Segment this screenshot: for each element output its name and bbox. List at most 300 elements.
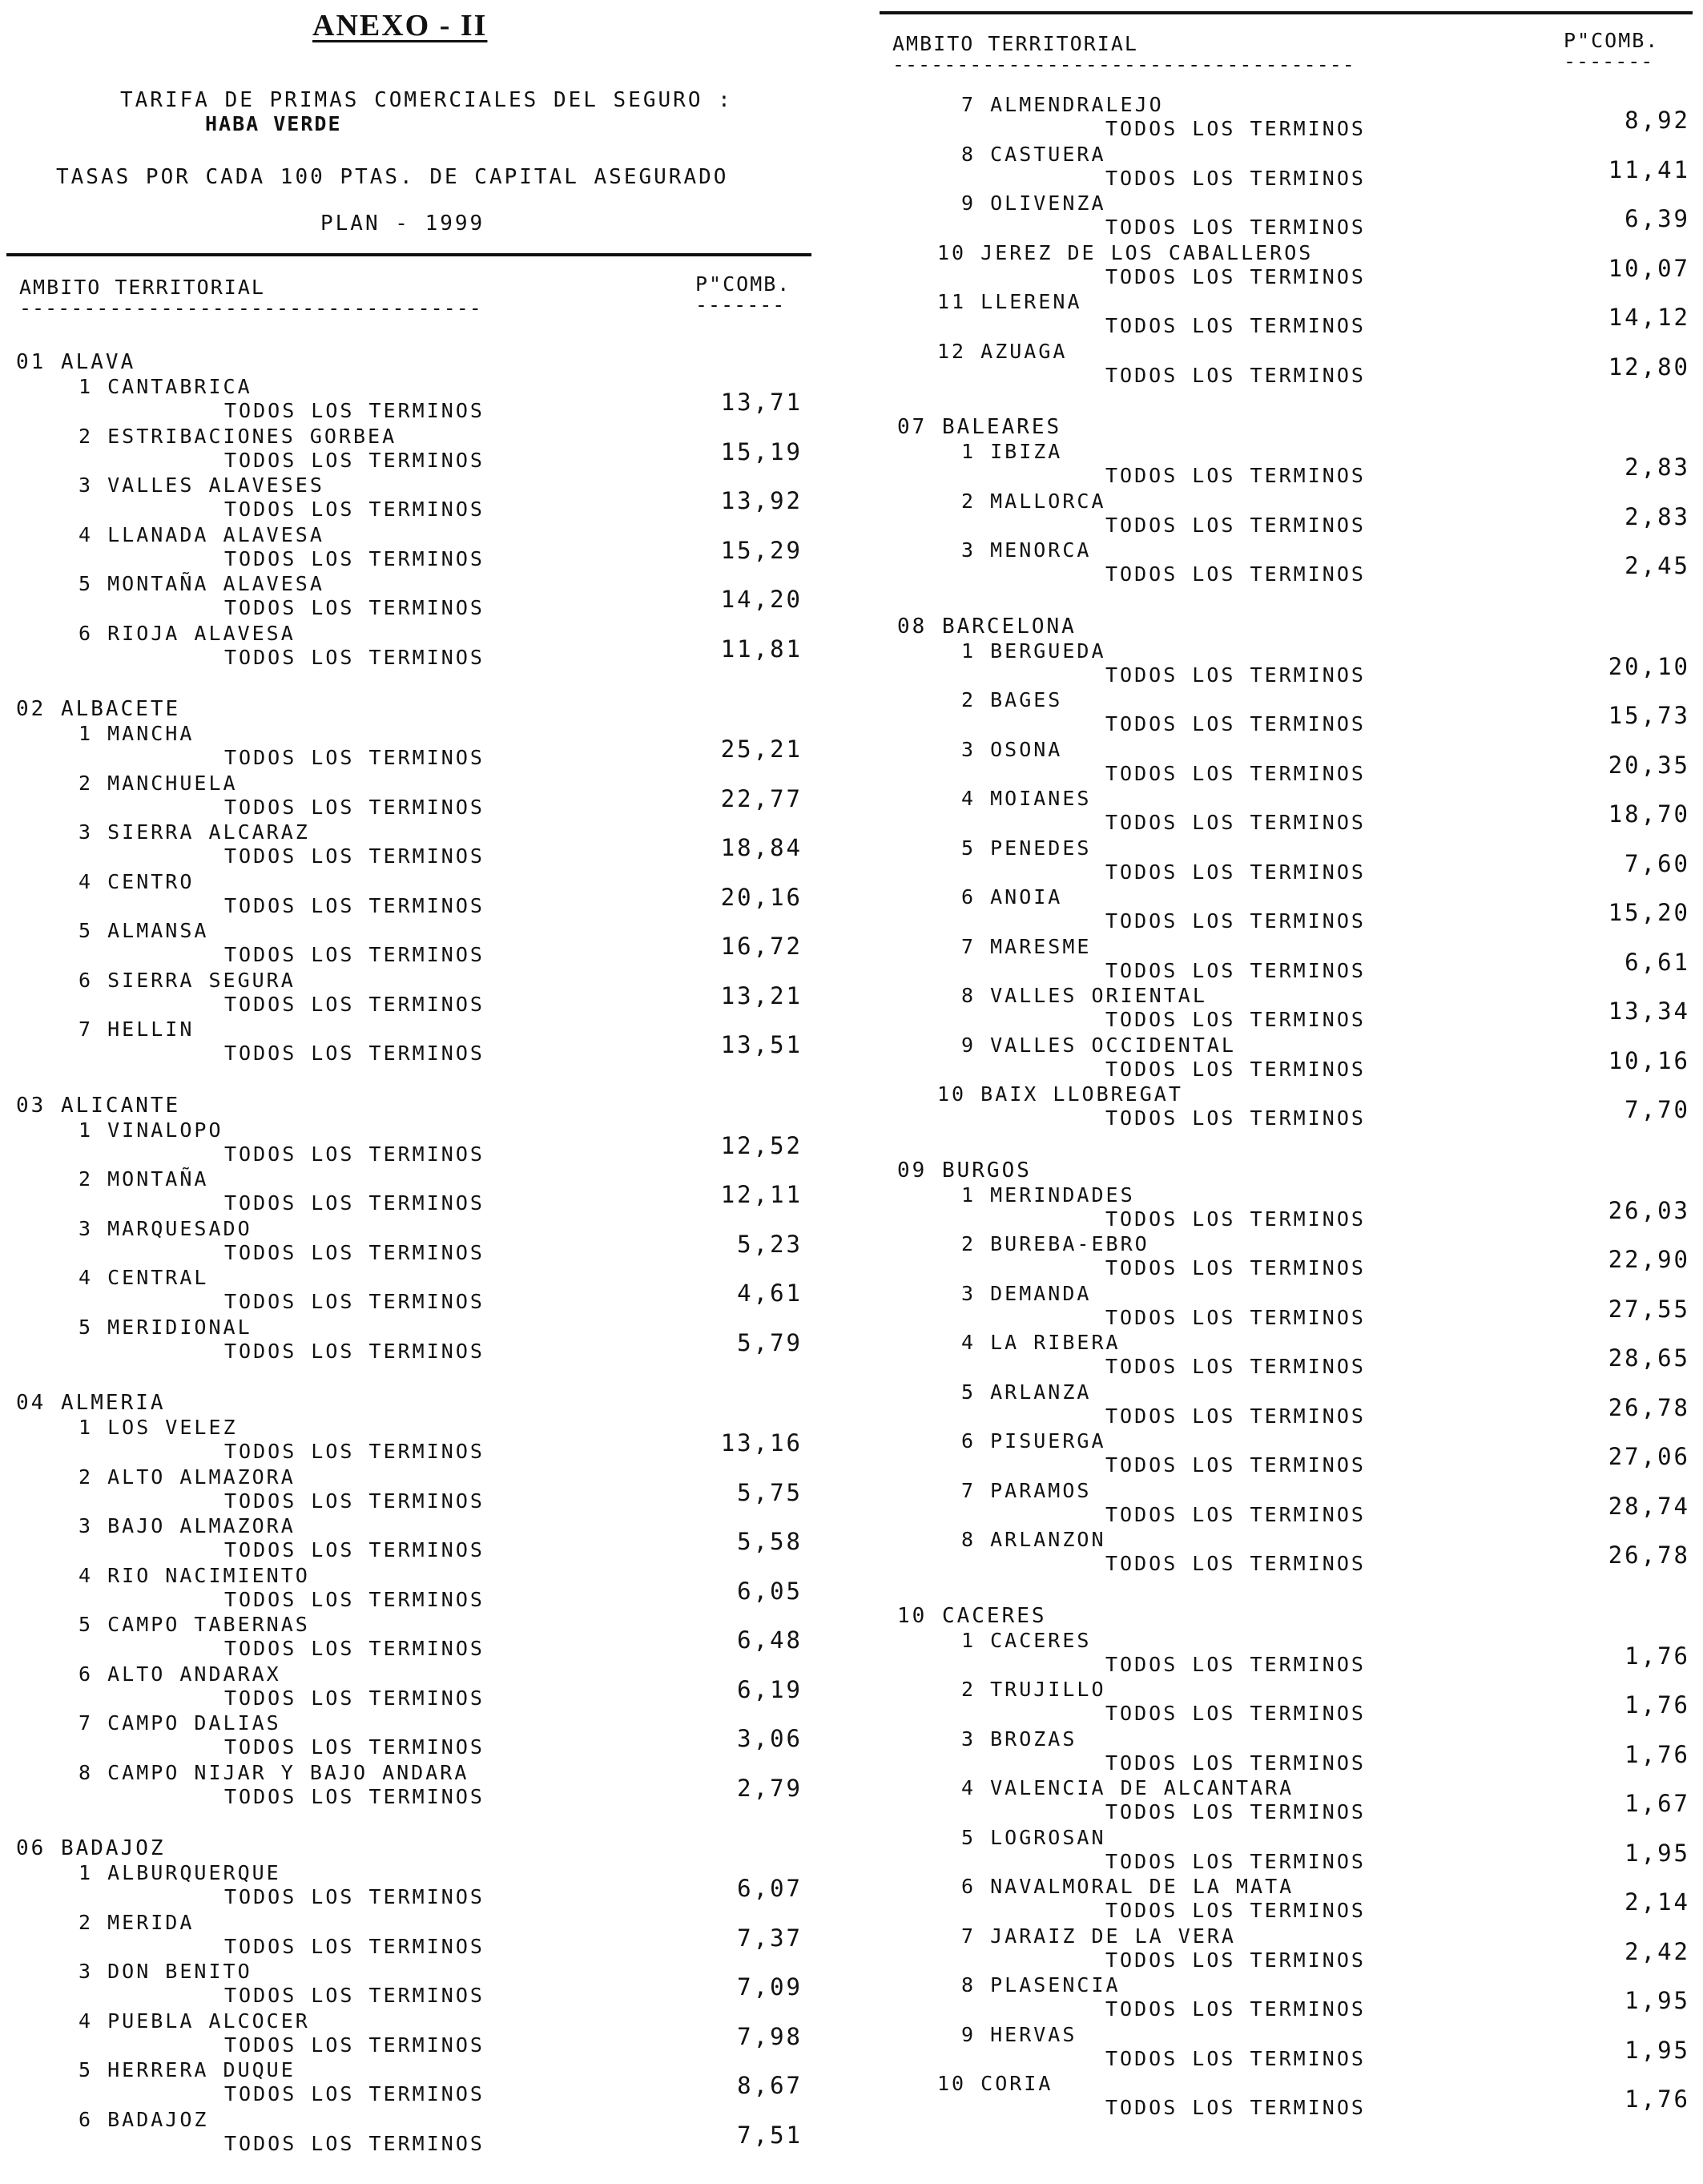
terms-label: TODOS LOS TERMINOS: [224, 1489, 485, 1513]
premium-rate: 16,72: [720, 933, 803, 960]
table-row: [873, 688, 1703, 738]
region-name: 4 CENTRAL: [79, 1266, 209, 1289]
premium-rate: 13,34: [1608, 997, 1690, 1025]
terms-label: TODOS LOS TERMINOS: [1105, 1800, 1366, 1823]
plan-year: PLAN - 1999: [320, 212, 485, 236]
terms-label: TODOS LOS TERMINOS: [1105, 811, 1366, 834]
terms-label: TODOS LOS TERMINOS: [1105, 1305, 1366, 1329]
premium-rate: 2,14: [1624, 1888, 1690, 1916]
table-row: [0, 1711, 817, 1761]
premium-rate: 6,39: [1624, 205, 1690, 232]
region-name: 5 MONTAÑA ALAVESA: [79, 572, 324, 595]
region-name: 6 PISUERGA: [961, 1429, 1106, 1453]
region-name: 1 ALBURQUERQUE: [79, 1861, 281, 1884]
terms-label: TODOS LOS TERMINOS: [224, 893, 485, 917]
premium-rate: 7,09: [737, 1973, 803, 2001]
table-row: [873, 1232, 1703, 1282]
terms-label: TODOS LOS TERMINOS: [1105, 1751, 1366, 1775]
premium-rate: 26,78: [1608, 1541, 1690, 1569]
province-name: 08 BARCELONA: [897, 614, 1077, 639]
premium-rate: 7,60: [1624, 849, 1690, 877]
province-block: [873, 614, 1703, 1132]
table-row: [0, 572, 817, 622]
premium-rate: 6,07: [737, 1875, 803, 1902]
province-name: 10 CACERES: [897, 1603, 1047, 1628]
premium-rate: 10,16: [1608, 1046, 1690, 1074]
table-row: [873, 1479, 1703, 1529]
province-name: 09 BURGOS: [897, 1158, 1032, 1183]
table-row: [0, 919, 817, 969]
table-row: [0, 473, 817, 523]
table-row: [873, 290, 1703, 340]
region-name: 10 BAIX LLOBREGAT: [937, 1082, 1183, 1106]
terms-label: TODOS LOS TERMINOS: [1105, 958, 1366, 982]
premium-rate: 14,20: [720, 586, 803, 613]
region-name: 4 VALENCIA DE ALCANTARA: [961, 1776, 1294, 1799]
premium-rate: 8,92: [1624, 107, 1690, 134]
region-name: 1 MERINDADES: [961, 1183, 1135, 1207]
premium-rate: 5,79: [737, 1328, 803, 1356]
table-row: [0, 1564, 817, 1614]
terms-label: TODOS LOS TERMINOS: [224, 1984, 485, 2007]
table-row: [0, 1017, 817, 1067]
premium-rate: 7,70: [1624, 1096, 1690, 1123]
premium-rate: 7,37: [737, 1924, 803, 1952]
region-name: 3 MARQUESADO: [79, 1216, 252, 1240]
table-row: [0, 1416, 817, 1465]
table-row: [0, 523, 817, 573]
table-row: [0, 1514, 817, 1564]
region-name: 1 IBIZA: [961, 440, 1063, 463]
region-name: 11 LLERENA: [937, 290, 1082, 313]
premium-rate: 27,55: [1608, 1295, 1690, 1323]
premium-rate: 7,98: [737, 2022, 803, 2050]
premium-rate: 1,95: [1624, 1987, 1690, 2014]
terms-label: TODOS LOS TERMINOS: [224, 1042, 485, 1065]
region-name: 5 LOGROSAN: [961, 1825, 1106, 1849]
terms-label: TODOS LOS TERMINOS: [1105, 464, 1366, 487]
premium-rate: 12,52: [720, 1131, 803, 1159]
region-name: 7 ALMENDRALEJO: [961, 93, 1164, 116]
terms-label: TODOS LOS TERMINOS: [1105, 1453, 1366, 1477]
region-name: 3 OSONA: [961, 737, 1063, 761]
table-row: [873, 738, 1703, 788]
table-row: [873, 93, 1703, 143]
region-name: 8 ARLANZON: [961, 1528, 1106, 1551]
table-row: [0, 722, 817, 772]
terms-label: TODOS LOS TERMINOS: [224, 596, 485, 619]
province-block: [0, 1835, 817, 2157]
col-header-ambito: AMBITO TERRITORIAL: [19, 276, 265, 299]
province-block: [0, 349, 817, 671]
table-row: [873, 984, 1703, 1034]
terms-label: TODOS LOS TERMINOS: [1105, 562, 1366, 586]
province-block: [873, 414, 1703, 588]
region-name: 8 CASTUERA: [961, 142, 1106, 166]
table-row: [0, 1761, 817, 1811]
premium-rate: 6,19: [737, 1675, 803, 1703]
terms-label: TODOS LOS TERMINOS: [224, 1587, 485, 1611]
terms-label: TODOS LOS TERMINOS: [1105, 1849, 1366, 1873]
rate-basis: TASAS POR CADA 100 PTAS. DE CAPITAL ASEGURADO: [56, 165, 729, 189]
region-name: 4 PUEBLA ALCOCER: [79, 2009, 310, 2033]
region-name: 5 HERRERA DUQUE: [79, 2058, 296, 2081]
premium-rate: 2,83: [1624, 502, 1690, 530]
col-header-pcomb-right: P"COMB.: [1564, 29, 1660, 52]
region-name: 4 RIO NACIMIENTO: [79, 1563, 310, 1587]
terms-label: TODOS LOS TERMINOS: [1105, 1948, 1366, 1972]
table-row: [873, 1678, 1703, 1727]
terms-label: TODOS LOS TERMINOS: [1105, 1899, 1366, 1922]
terms-label: TODOS LOS TERMINOS: [224, 1784, 485, 1808]
premium-rate: 12,11: [720, 1181, 803, 1208]
table-row: [873, 1528, 1703, 1578]
terms-label: TODOS LOS TERMINOS: [224, 943, 485, 966]
terms-label: TODOS LOS TERMINOS: [224, 1934, 485, 1958]
province-block: [873, 1158, 1703, 1578]
table-row: [873, 1282, 1703, 1332]
province-block: [0, 1390, 817, 1810]
col-underline-ambito: ------------------------------------: [19, 296, 482, 320]
terms-label: TODOS LOS TERMINOS: [1105, 513, 1366, 537]
region-name: 7 MARESME: [961, 934, 1092, 958]
region-name: 1 MANCHA: [79, 722, 195, 745]
table-row: [873, 836, 1703, 886]
region-name: 8 VALLES ORIENTAL: [961, 984, 1207, 1007]
table-row: [0, 1316, 817, 1365]
terms-label: TODOS LOS TERMINOS: [224, 2131, 485, 2155]
table-row: [0, 1662, 817, 1712]
terms-label: TODOS LOS TERMINOS: [1105, 1106, 1366, 1130]
table-row: [873, 1429, 1703, 1479]
table-row: [0, 2108, 817, 2158]
premium-rate: 1,76: [1624, 1740, 1690, 1768]
table-row: [0, 2009, 817, 2059]
province-block: [0, 1093, 817, 1365]
terms-label: TODOS LOS TERMINOS: [1105, 761, 1366, 785]
region-name: 5 PENEDES: [961, 836, 1092, 860]
premium-rate: 1,67: [1624, 1790, 1690, 1817]
table-row: [873, 639, 1703, 689]
table-row: [873, 1183, 1703, 1233]
table-row: [873, 538, 1703, 588]
terms-label: TODOS LOS TERMINOS: [224, 1686, 485, 1710]
region-name: 2 BUREBA-EBRO: [961, 1232, 1149, 1255]
region-name: 6 NAVALMORAL DE LA MATA: [961, 1875, 1294, 1898]
terms-label: TODOS LOS TERMINOS: [1105, 1404, 1366, 1428]
region-name: 7 PARAMOS: [961, 1478, 1092, 1502]
col-underline-pcomb-right: -------: [1564, 50, 1654, 73]
terms-label: TODOS LOS TERMINOS: [224, 1191, 485, 1215]
region-name: 3 BAJO ALMAZORA: [79, 1514, 296, 1537]
terms-label: TODOS LOS TERMINOS: [224, 2033, 485, 2057]
terms-label: TODOS LOS TERMINOS: [1105, 1207, 1366, 1231]
region-name: 8 PLASENCIA: [961, 1973, 1121, 1997]
region-name: 1 VINALOPO: [79, 1118, 223, 1142]
premium-rate: 13,16: [720, 1429, 803, 1457]
region-name: 2 TRUJILLO: [961, 1678, 1106, 1701]
terms-label: TODOS LOS TERMINOS: [1105, 314, 1366, 337]
terms-label: TODOS LOS TERMINOS: [224, 2082, 485, 2105]
terms-label: TODOS LOS TERMINOS: [1105, 1008, 1366, 1031]
table-row: [873, 935, 1703, 985]
province-block: [873, 1603, 1703, 2122]
right-entries: [873, 93, 1703, 2147]
tariff-heading: TARIFA DE PRIMAS COMERCIALES DEL SEGURO :: [120, 88, 733, 112]
premium-rate: 15,29: [720, 536, 803, 564]
premium-rate: 20,10: [1608, 652, 1690, 680]
premium-rate: 26,03: [1608, 1196, 1690, 1224]
table-row: [873, 1082, 1703, 1132]
table-row: [873, 1727, 1703, 1777]
terms-label: TODOS LOS TERMINOS: [224, 1142, 485, 1166]
left-entries: [0, 349, 817, 2182]
table-row: [873, 1875, 1703, 1924]
region-name: 5 CAMPO TABERNAS: [79, 1613, 310, 1636]
table-row: [0, 375, 817, 425]
terms-label: TODOS LOS TERMINOS: [224, 645, 485, 669]
premium-rate: 1,76: [1624, 1642, 1690, 1670]
premium-rate: 3,06: [737, 1725, 803, 1752]
table-row: [0, 1167, 817, 1217]
col-header-pcomb: P"COMB.: [695, 272, 791, 296]
region-name: 2 BAGES: [961, 688, 1063, 711]
table-row: [0, 2058, 817, 2108]
table-row: [873, 1380, 1703, 1430]
premium-rate: 5,75: [737, 1478, 803, 1506]
region-name: 7 HELLIN: [79, 1017, 195, 1041]
terms-label: TODOS LOS TERMINOS: [224, 1339, 485, 1363]
province-name: 03 ALICANTE: [16, 1093, 181, 1118]
col-underline-ambito-right: ------------------------------------: [892, 53, 1355, 76]
region-name: 6 BADAJOZ: [79, 2107, 209, 2131]
province-name: 02 ALBACETE: [16, 697, 181, 721]
crop-name: HABA VERDE: [205, 112, 342, 135]
table-row: [0, 1960, 817, 2009]
premium-rate: 22,77: [720, 784, 803, 812]
premium-rate: 25,21: [720, 735, 803, 763]
terms-label: TODOS LOS TERMINOS: [1105, 663, 1366, 687]
region-name: 2 ALTO ALMAZORA: [79, 1465, 296, 1489]
premium-rate: 13,51: [720, 1031, 803, 1058]
table-row: [873, 885, 1703, 935]
region-name: 6 ALTO ANDARAX: [79, 1662, 281, 1686]
region-name: 3 SIERRA ALCARAZ: [79, 820, 310, 844]
premium-rate: 20,16: [720, 883, 803, 911]
terms-label: TODOS LOS TERMINOS: [224, 1240, 485, 1264]
terms-label: TODOS LOS TERMINOS: [224, 1885, 485, 1908]
region-name: 1 CANTABRICA: [79, 375, 252, 398]
region-name: 12 AZUAGA: [937, 339, 1068, 363]
terms-label: TODOS LOS TERMINOS: [224, 498, 485, 521]
terms-label: TODOS LOS TERMINOS: [1105, 1355, 1366, 1378]
header-rule: [6, 253, 811, 256]
premium-rate: 18,84: [720, 834, 803, 861]
table-row: [873, 787, 1703, 836]
terms-label: TODOS LOS TERMINOS: [1105, 1552, 1366, 1575]
terms-label: TODOS LOS TERMINOS: [224, 399, 485, 422]
province-name: 04 ALMERIA: [16, 1391, 166, 1415]
premium-rate: 28,65: [1608, 1344, 1690, 1372]
region-name: 3 DON BENITO: [79, 1960, 252, 1983]
region-name: 3 VALLES ALAVESES: [79, 473, 324, 497]
terms-label: TODOS LOS TERMINOS: [1105, 909, 1366, 933]
table-row: [0, 1217, 817, 1267]
premium-rate: 6,61: [1624, 948, 1690, 976]
terms-label: TODOS LOS TERMINOS: [1105, 1502, 1366, 1526]
region-name: 4 LA RIBERA: [961, 1331, 1121, 1354]
region-name: 7 JARAIZ DE LA VERA: [961, 1924, 1236, 1948]
terms-label: TODOS LOS TERMINOS: [224, 844, 485, 868]
table-row: [873, 2072, 1703, 2122]
region-name: 3 MENORCA: [961, 538, 1092, 562]
premium-rate: 6,48: [737, 1626, 803, 1654]
region-name: 4 CENTRO: [79, 869, 195, 893]
terms-label: TODOS LOS TERMINOS: [1105, 860, 1366, 884]
table-row: [0, 1266, 817, 1316]
premium-rate: 6,05: [737, 1577, 803, 1605]
terms-label: TODOS LOS TERMINOS: [1105, 166, 1366, 190]
region-name: 10 CORIA: [937, 2072, 1053, 2095]
region-name: 2 MALLORCA: [961, 489, 1106, 513]
premium-rate: 10,07: [1608, 254, 1690, 282]
region-name: 9 OLIVENZA: [961, 191, 1106, 215]
table-row: [873, 340, 1703, 389]
terms-label: TODOS LOS TERMINOS: [224, 1735, 485, 1759]
premium-rate: 26,78: [1608, 1393, 1690, 1421]
terms-label: TODOS LOS TERMINOS: [1105, 1057, 1366, 1081]
table-row: [873, 490, 1703, 539]
premium-rate: 2,83: [1624, 453, 1690, 481]
terms-label: TODOS LOS TERMINOS: [224, 746, 485, 769]
terms-label: TODOS LOS TERMINOS: [224, 992, 485, 1016]
region-name: 9 VALLES OCCIDENTAL: [961, 1033, 1236, 1057]
table-row: [0, 622, 817, 671]
region-name: 5 MERIDIONAL: [79, 1315, 252, 1339]
table-row: [873, 191, 1703, 241]
premium-rate: 2,79: [737, 1774, 803, 1802]
table-row: [0, 1613, 817, 1662]
province-block: [0, 696, 817, 1067]
region-name: 3 DEMANDA: [961, 1281, 1092, 1305]
table-row: [873, 1924, 1703, 1974]
terms-label: TODOS LOS TERMINOS: [224, 448, 485, 472]
col-underline-pcomb: -------: [695, 293, 786, 316]
premium-rate: 12,80: [1608, 353, 1690, 381]
region-name: 4 MOIANES: [961, 787, 1092, 810]
region-name: 5 ARLANZA: [961, 1380, 1092, 1404]
province-name: 06 BADAJOZ: [16, 1836, 166, 1860]
table-row: [0, 1911, 817, 1960]
premium-rate: 2,45: [1624, 552, 1690, 579]
table-row: [873, 143, 1703, 192]
col-header-ambito-right: AMBITO TERRITORIAL: [892, 32, 1138, 55]
region-name: 1 BERGUEDA: [961, 639, 1106, 663]
premium-rate: 1,76: [1624, 2085, 1690, 2113]
terms-label: TODOS LOS TERMINOS: [1105, 1652, 1366, 1676]
table-row: [0, 772, 817, 821]
terms-label: TODOS LOS TERMINOS: [1105, 1702, 1366, 1725]
terms-label: TODOS LOS TERMINOS: [1105, 2046, 1366, 2070]
region-name: 7 CAMPO DALIAS: [79, 1711, 281, 1735]
premium-rate: 7,51: [737, 2121, 803, 2149]
premium-rate: 20,35: [1608, 751, 1690, 779]
table-row: [873, 2023, 1703, 2073]
premium-rate: 18,70: [1608, 800, 1690, 828]
region-name: 2 MERIDA: [79, 1910, 195, 1934]
region-name: 5 ALMANSA: [79, 919, 209, 942]
header-rule-right: [880, 11, 1693, 14]
region-name: 2 MANCHUELA: [79, 771, 238, 795]
region-name: 1 LOS VELEZ: [79, 1416, 238, 1439]
premium-rate: 13,71: [720, 389, 803, 416]
region-name: 10 JEREZ DE LOS CABALLEROS: [937, 240, 1314, 264]
province-block: [873, 93, 1703, 389]
table-row: [0, 1861, 817, 1911]
terms-label: TODOS LOS TERMINOS: [1105, 117, 1366, 140]
table-row: [0, 1465, 817, 1515]
premium-rate: 5,23: [737, 1230, 803, 1258]
table-row: [0, 1118, 817, 1168]
table-row: [873, 1331, 1703, 1380]
province-name: 07 BALEARES: [897, 415, 1062, 439]
region-name: 2 MONTAÑA: [79, 1167, 209, 1191]
region-name: 3 BROZAS: [961, 1727, 1077, 1751]
region-name: 6 ANOIA: [961, 885, 1063, 909]
premium-rate: 11,81: [720, 635, 803, 663]
premium-rate: 1,95: [1624, 2036, 1690, 2064]
table-row: [0, 969, 817, 1018]
table-row: [873, 241, 1703, 291]
table-row: [873, 440, 1703, 490]
table-row: [873, 1629, 1703, 1678]
premium-rate: 27,06: [1608, 1443, 1690, 1470]
premium-rate: 13,21: [720, 981, 803, 1009]
region-name: 4 LLANADA ALAVESA: [79, 522, 324, 546]
region-name: 6 RIOJA ALAVESA: [79, 621, 296, 645]
terms-label: TODOS LOS TERMINOS: [224, 795, 485, 819]
province-name: 01 ALAVA: [16, 350, 136, 374]
terms-label: TODOS LOS TERMINOS: [1105, 712, 1366, 735]
premium-rate: 1,76: [1624, 1691, 1690, 1719]
premium-rate: 28,74: [1608, 1492, 1690, 1520]
premium-rate: 15,73: [1608, 702, 1690, 729]
terms-label: TODOS LOS TERMINOS: [1105, 216, 1366, 239]
premium-rate: 22,90: [1608, 1246, 1690, 1273]
table-row: [873, 1034, 1703, 1083]
premium-rate: 15,19: [720, 437, 803, 465]
table-row: [873, 1973, 1703, 2023]
table-row: [873, 1776, 1703, 1826]
region-name: 9 HERVAS: [961, 2022, 1077, 2046]
region-name: 6 SIERRA SEGURA: [79, 968, 296, 992]
terms-label: TODOS LOS TERMINOS: [1105, 1997, 1366, 2021]
premium-rate: 8,67: [737, 2072, 803, 2099]
table-row: [0, 870, 817, 920]
terms-label: TODOS LOS TERMINOS: [1105, 2096, 1366, 2119]
table-row: [0, 820, 817, 870]
terms-label: TODOS LOS TERMINOS: [224, 1290, 485, 1313]
terms-label: TODOS LOS TERMINOS: [224, 1538, 485, 1561]
premium-rate: 14,12: [1608, 304, 1690, 331]
region-name: 2 ESTRIBACIONES GORBEA: [79, 424, 397, 448]
table-row: [0, 425, 817, 474]
terms-label: TODOS LOS TERMINOS: [224, 546, 485, 570]
premium-rate: 1,95: [1624, 1839, 1690, 1867]
premium-rate: 13,92: [720, 487, 803, 514]
terms-label: TODOS LOS TERMINOS: [224, 1637, 485, 1660]
terms-label: TODOS LOS TERMINOS: [224, 1440, 485, 1463]
